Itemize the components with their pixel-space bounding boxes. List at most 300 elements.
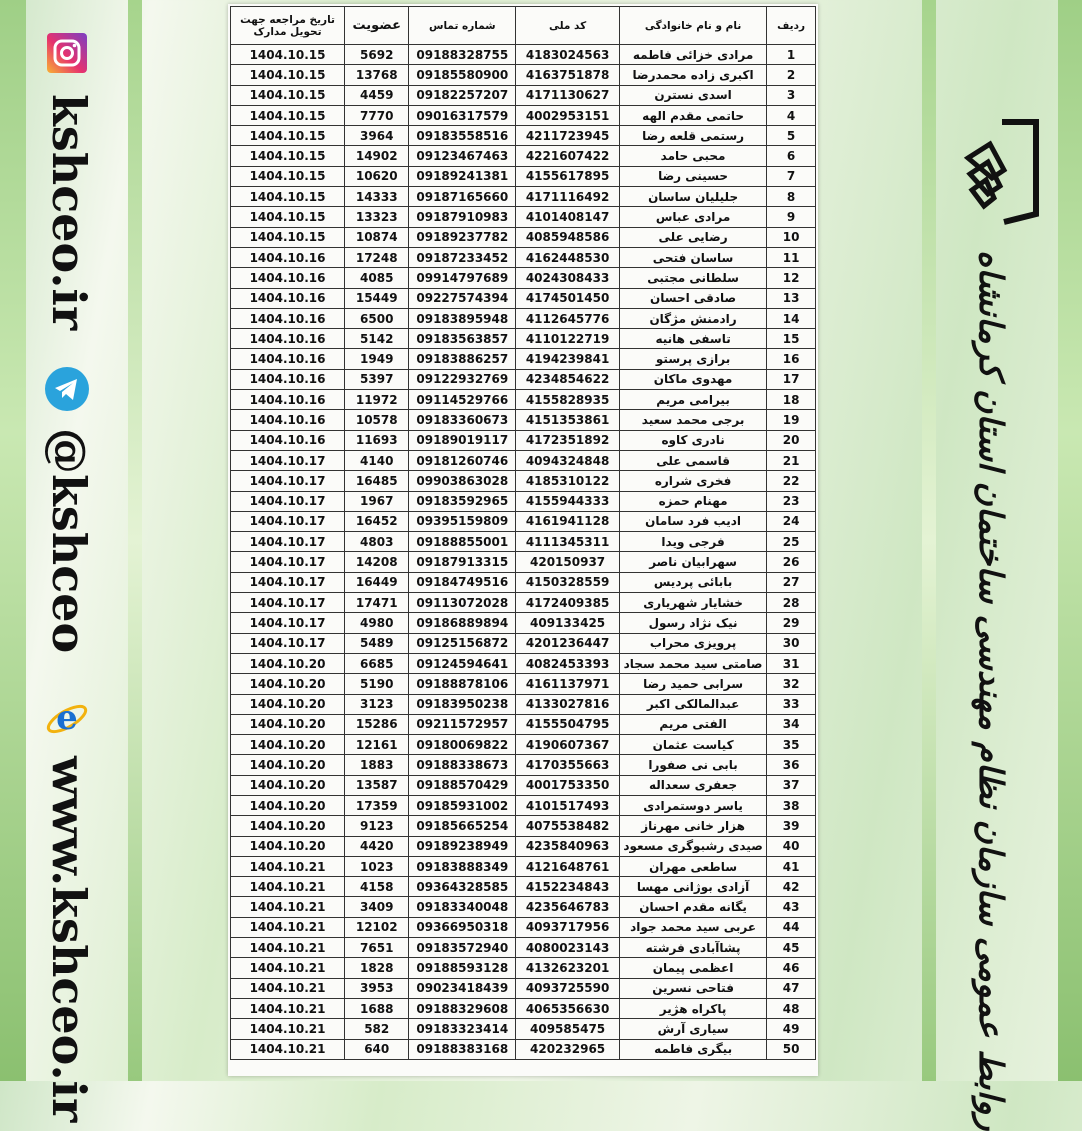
cell-national-code: 4001753350 (516, 775, 620, 795)
cell-phone: 09364328585 (409, 877, 516, 897)
cell-membership: 13587 (345, 775, 409, 795)
cell-name: ادیب فرد سامان (619, 511, 766, 531)
instagram-icon[interactable] (46, 32, 88, 78)
cell-national-code: 4172409385 (516, 593, 620, 613)
cell-membership: 14902 (345, 146, 409, 166)
table-row (231, 450, 816, 470)
table-row (231, 511, 816, 531)
cell-name: ساطعی مهران (619, 856, 766, 876)
table-row (231, 349, 816, 369)
cell-name: ساسان فتحی (619, 247, 766, 267)
cell-membership: 7770 (345, 105, 409, 125)
cell-phone: 09016317579 (409, 105, 516, 125)
cell-name: رادمنش مژگان (619, 308, 766, 328)
cell-phone: 09182257207 (409, 85, 516, 105)
table-row (231, 795, 816, 815)
cell-row-number: 37 (767, 775, 816, 795)
cell-row-number: 1 (767, 45, 816, 65)
cell-phone: 09125156872 (409, 633, 516, 653)
cell-national-code: 4172351892 (516, 430, 620, 450)
cell-membership: 3123 (345, 694, 409, 714)
cell-name: صیدی رشبوگری مسعود (619, 836, 766, 856)
telegram-handle[interactable]: @kshceo (42, 428, 96, 654)
cell-date: 1404.10.20 (231, 836, 345, 856)
cell-row-number: 9 (767, 207, 816, 227)
internet-explorer-icon[interactable] (44, 696, 90, 746)
cell-phone: 09366950318 (409, 917, 516, 937)
cell-row-number: 28 (767, 593, 816, 613)
table-row (231, 633, 816, 653)
cell-national-code: 4112645776 (516, 308, 620, 328)
cell-date: 1404.10.15 (231, 166, 345, 186)
cell-membership: 10620 (345, 166, 409, 186)
table-row (231, 856, 816, 876)
cell-name: اکبری زاده محمدرضا (619, 65, 766, 85)
cell-row-number: 50 (767, 1039, 816, 1059)
cell-date: 1404.10.21 (231, 917, 345, 937)
cell-national-code: 4082453393 (516, 653, 620, 673)
cell-phone: 09189238949 (409, 836, 516, 856)
cell-membership: 15449 (345, 288, 409, 308)
cell-national-code: 4150328559 (516, 572, 620, 592)
table-row (231, 532, 816, 552)
cell-name: نیک نژاد رسول (619, 613, 766, 633)
cell-phone: 09180069822 (409, 735, 516, 755)
table-row (231, 410, 816, 430)
cell-national-code: 420150937 (516, 552, 620, 572)
cell-national-code: 409585475 (516, 1019, 620, 1039)
table-row (231, 430, 816, 450)
table-row (231, 390, 816, 410)
cell-name: قاسمی علی (619, 450, 766, 470)
cell-row-number: 48 (767, 998, 816, 1018)
cell-national-code: 4155617895 (516, 166, 620, 186)
cell-phone: 09114529766 (409, 390, 516, 410)
table-row (231, 674, 816, 694)
header-phone: شماره تماس (409, 7, 516, 45)
cell-name: سهرابیان ناصر (619, 552, 766, 572)
cell-row-number: 16 (767, 349, 816, 369)
cell-name: بیرامی مریم (619, 390, 766, 410)
cell-membership: 5142 (345, 329, 409, 349)
table-row (231, 978, 816, 998)
cell-row-number: 33 (767, 694, 816, 714)
table-row (231, 85, 816, 105)
cell-phone: 09914797689 (409, 268, 516, 288)
table-row (231, 1039, 816, 1059)
cell-membership: 1883 (345, 755, 409, 775)
cell-name: یگانه مقدم احسان (619, 897, 766, 917)
cell-membership: 6685 (345, 653, 409, 673)
website-url[interactable]: www.kshceo.ir (42, 756, 96, 1123)
cell-date: 1404.10.16 (231, 308, 345, 328)
cell-membership: 4140 (345, 450, 409, 470)
cell-row-number: 17 (767, 369, 816, 389)
header-row-number: ردیف (767, 7, 816, 45)
cell-name: برجی محمد سعید (619, 410, 766, 430)
members-table (230, 6, 816, 1060)
table-row (231, 917, 816, 937)
cell-phone: 09183895948 (409, 308, 516, 328)
cell-date: 1404.10.16 (231, 247, 345, 267)
table-row (231, 653, 816, 673)
cell-row-number: 7 (767, 166, 816, 186)
cell-membership: 4085 (345, 268, 409, 288)
cell-membership: 17471 (345, 593, 409, 613)
table-row (231, 613, 816, 633)
cell-row-number: 22 (767, 471, 816, 491)
cell-membership: 16452 (345, 511, 409, 531)
cell-date: 1404.10.15 (231, 146, 345, 166)
cell-national-code: 4002953151 (516, 105, 620, 125)
cell-national-code: 4155828935 (516, 390, 620, 410)
cell-phone: 09123467463 (409, 146, 516, 166)
cell-date: 1404.10.17 (231, 532, 345, 552)
cell-membership: 4158 (345, 877, 409, 897)
cell-name: مرادی خزائی فاطمه (619, 45, 766, 65)
cell-phone: 09183888349 (409, 856, 516, 876)
cell-phone: 09395159809 (409, 511, 516, 531)
cell-row-number: 13 (767, 288, 816, 308)
cell-membership: 5489 (345, 633, 409, 653)
table-row (231, 552, 816, 572)
cell-membership: 14208 (345, 552, 409, 572)
cell-phone: 09188593128 (409, 958, 516, 978)
table-row (231, 755, 816, 775)
cell-membership: 16485 (345, 471, 409, 491)
cell-name: بابی نی صفورا (619, 755, 766, 775)
cell-row-number: 11 (767, 247, 816, 267)
table-row (231, 938, 816, 958)
cell-date: 1404.10.20 (231, 653, 345, 673)
cell-row-number: 46 (767, 958, 816, 978)
cell-phone: 09183563857 (409, 329, 516, 349)
svg-text:e: e (56, 698, 78, 738)
cell-name: برازی پرستو (619, 349, 766, 369)
table-row (231, 126, 816, 146)
cell-row-number: 24 (767, 511, 816, 531)
document-sheet (228, 4, 818, 1076)
cell-date: 1404.10.15 (231, 105, 345, 125)
cell-membership: 5190 (345, 674, 409, 694)
cell-row-number: 23 (767, 491, 816, 511)
cell-phone: 09211572957 (409, 714, 516, 734)
cell-national-code: 4024308433 (516, 268, 620, 288)
table-row (231, 1019, 816, 1039)
cell-national-code: 4163751878 (516, 65, 620, 85)
cell-name: فخری شراره (619, 471, 766, 491)
cell-national-code: 4101517493 (516, 795, 620, 815)
table-row (231, 836, 816, 856)
cell-date: 1404.10.17 (231, 491, 345, 511)
table-row (231, 227, 816, 247)
cell-membership: 13768 (345, 65, 409, 85)
cell-name: الفتی مریم (619, 714, 766, 734)
cell-membership: 1828 (345, 958, 409, 978)
cell-row-number: 18 (767, 390, 816, 410)
right-edge-stripe (1058, 0, 1082, 1081)
cell-name: سیاری آرش (619, 1019, 766, 1039)
cell-date: 1404.10.20 (231, 755, 345, 775)
left-edge-stripe (0, 0, 26, 1081)
cell-name: عبدالمالکی اکبر (619, 694, 766, 714)
cell-date: 1404.10.21 (231, 877, 345, 897)
cell-row-number: 36 (767, 755, 816, 775)
cell-name: رضایی علی (619, 227, 766, 247)
cell-row-number: 14 (767, 308, 816, 328)
left-inner-stripe (128, 0, 142, 1081)
cell-name: مرادی عباس (619, 207, 766, 227)
cell-national-code: 4094324848 (516, 450, 620, 470)
cell-national-code: 4171130627 (516, 85, 620, 105)
cell-name: سلطانی مجتبی (619, 268, 766, 288)
cell-phone: 09184749516 (409, 572, 516, 592)
table-row (231, 572, 816, 592)
table-row (231, 146, 816, 166)
cell-date: 1404.10.20 (231, 735, 345, 755)
cell-phone: 09188328755 (409, 45, 516, 65)
cell-date: 1404.10.17 (231, 572, 345, 592)
table-row (231, 775, 816, 795)
cell-national-code: 409133425 (516, 613, 620, 633)
cell-membership: 11972 (345, 390, 409, 410)
telegram-icon[interactable] (44, 366, 90, 416)
cell-phone: 09188878106 (409, 674, 516, 694)
cell-name: صامتی سید محمد سجاد (619, 653, 766, 673)
cell-row-number: 40 (767, 836, 816, 856)
cell-membership: 4459 (345, 85, 409, 105)
organization-title: روابط عمومی سازمان نظام مهندسی ساختمان استان کرمانشاه (972, 250, 1011, 1131)
cell-row-number: 35 (767, 735, 816, 755)
cell-name: اعظمی پیمان (619, 958, 766, 978)
table-row (231, 187, 816, 207)
cell-name: بیگری فاطمه (619, 1039, 766, 1059)
cell-phone: 09187165660 (409, 187, 516, 207)
cell-membership: 17359 (345, 795, 409, 815)
cell-date: 1404.10.17 (231, 613, 345, 633)
right-inner-stripe (922, 0, 936, 1081)
cell-row-number: 39 (767, 816, 816, 836)
cell-membership: 582 (345, 1019, 409, 1039)
cell-date: 1404.10.15 (231, 227, 345, 247)
cell-date: 1404.10.16 (231, 268, 345, 288)
cell-row-number: 44 (767, 917, 816, 937)
cell-name: رستمی قلعه رضا (619, 126, 766, 146)
cell-membership: 3964 (345, 126, 409, 146)
cell-national-code: 4155504795 (516, 714, 620, 734)
cell-phone: 09227574394 (409, 288, 516, 308)
cell-name: حسینی رضا (619, 166, 766, 186)
cell-name: تاسفی هانیه (619, 329, 766, 349)
header-name: نام و نام خانوادگی (619, 7, 766, 45)
header-membership: عضویت (345, 7, 409, 45)
cell-row-number: 42 (767, 877, 816, 897)
table-row (231, 369, 816, 389)
cell-name: پرویزی محراب (619, 633, 766, 653)
cell-date: 1404.10.16 (231, 390, 345, 410)
table-header-row (231, 7, 816, 45)
cell-row-number: 4 (767, 105, 816, 125)
cell-date: 1404.10.15 (231, 207, 345, 227)
cell-membership: 3409 (345, 897, 409, 917)
cell-name: مهنام حمزه (619, 491, 766, 511)
cell-national-code: 4183024563 (516, 45, 620, 65)
cell-date: 1404.10.20 (231, 694, 345, 714)
cell-row-number: 45 (767, 938, 816, 958)
cell-membership: 4980 (345, 613, 409, 633)
table-row (231, 694, 816, 714)
cell-row-number: 49 (767, 1019, 816, 1039)
cell-date: 1404.10.21 (231, 958, 345, 978)
cell-national-code: 4093717956 (516, 917, 620, 937)
cell-date: 1404.10.17 (231, 450, 345, 470)
cell-national-code: 4065356630 (516, 998, 620, 1018)
cell-name: سرابی حمید رضا (619, 674, 766, 694)
cell-date: 1404.10.21 (231, 998, 345, 1018)
cell-name: مهدوی ماکان (619, 369, 766, 389)
cell-national-code: 4155944333 (516, 491, 620, 511)
cell-date: 1404.10.15 (231, 45, 345, 65)
cell-membership: 9123 (345, 816, 409, 836)
cell-name: پاکراه هژیر (619, 998, 766, 1018)
cell-name: بابائی پردیس (619, 572, 766, 592)
table-row (231, 593, 816, 613)
table-row (231, 735, 816, 755)
cell-row-number: 3 (767, 85, 816, 105)
table-row (231, 897, 816, 917)
cell-phone: 09113072028 (409, 593, 516, 613)
table-row (231, 308, 816, 328)
cell-name: یاسر دوستمرادی (619, 795, 766, 815)
cell-membership: 10874 (345, 227, 409, 247)
cell-membership: 12102 (345, 917, 409, 937)
cell-national-code: 4201236447 (516, 633, 620, 653)
cell-membership: 3953 (345, 978, 409, 998)
cell-name: خشایار شهریاری (619, 593, 766, 613)
table-row (231, 471, 816, 491)
cell-national-code: 4132623201 (516, 958, 620, 978)
cell-date: 1404.10.21 (231, 1039, 345, 1059)
table-row (231, 207, 816, 227)
cell-membership: 12161 (345, 735, 409, 755)
cell-national-code: 4133027816 (516, 694, 620, 714)
table-row (231, 65, 816, 85)
cell-membership: 17248 (345, 247, 409, 267)
cell-date: 1404.10.20 (231, 816, 345, 836)
cell-membership: 1023 (345, 856, 409, 876)
cell-phone: 09183572940 (409, 938, 516, 958)
cell-national-code: 4162448530 (516, 247, 620, 267)
cell-date: 1404.10.20 (231, 714, 345, 734)
cell-national-code: 4093725590 (516, 978, 620, 998)
cell-phone: 09188855001 (409, 532, 516, 552)
cell-membership: 4803 (345, 532, 409, 552)
cell-phone: 09187913315 (409, 552, 516, 572)
cell-phone: 09183558516 (409, 126, 516, 146)
cell-phone: 09187233452 (409, 247, 516, 267)
cell-date: 1404.10.15 (231, 187, 345, 207)
cell-name: جلیلیان ساسان (619, 187, 766, 207)
cell-date: 1404.10.20 (231, 775, 345, 795)
cell-row-number: 43 (767, 897, 816, 917)
cell-date: 1404.10.20 (231, 674, 345, 694)
cell-row-number: 38 (767, 795, 816, 815)
cell-row-number: 32 (767, 674, 816, 694)
cell-row-number: 25 (767, 532, 816, 552)
cell-membership: 6500 (345, 308, 409, 328)
cell-date: 1404.10.17 (231, 633, 345, 653)
cell-national-code: 4235840963 (516, 836, 620, 856)
cell-national-code: 4174501450 (516, 288, 620, 308)
organization-logo (964, 118, 1040, 230)
cell-national-code: 4234854622 (516, 369, 620, 389)
cell-membership: 4420 (345, 836, 409, 856)
cell-row-number: 34 (767, 714, 816, 734)
table-row (231, 998, 816, 1018)
cell-membership: 5397 (345, 369, 409, 389)
cell-national-code: 4110122719 (516, 329, 620, 349)
table-row (231, 105, 816, 125)
cell-national-code: 420232965 (516, 1039, 620, 1059)
cell-phone: 09188338673 (409, 755, 516, 775)
cell-row-number: 6 (767, 146, 816, 166)
cell-phone: 09189241381 (409, 166, 516, 186)
cell-date: 1404.10.17 (231, 471, 345, 491)
cell-date: 1404.10.21 (231, 897, 345, 917)
table-row (231, 45, 816, 65)
cell-phone: 09183592965 (409, 491, 516, 511)
cell-phone: 09183323414 (409, 1019, 516, 1039)
cell-name: جعفری سعداله (619, 775, 766, 795)
table-row (231, 958, 816, 978)
header-date: تاریخ مراجعه جهت تحویل مدارک (231, 7, 345, 45)
cell-national-code: 4171116492 (516, 187, 620, 207)
site-url-top[interactable]: kshceo.ir (42, 94, 96, 331)
cell-national-code: 4185310122 (516, 471, 620, 491)
cell-membership: 640 (345, 1039, 409, 1059)
cell-row-number: 20 (767, 430, 816, 450)
cell-phone: 09185580900 (409, 65, 516, 85)
cell-membership: 10578 (345, 410, 409, 430)
cell-date: 1404.10.15 (231, 126, 345, 146)
cell-name: پشاآبادی فرشته (619, 938, 766, 958)
cell-national-code: 4221607422 (516, 146, 620, 166)
cell-date: 1404.10.15 (231, 85, 345, 105)
cell-row-number: 2 (767, 65, 816, 85)
cell-national-code: 4170355663 (516, 755, 620, 775)
table-row (231, 877, 816, 897)
cell-name: فتاحی نسرین (619, 978, 766, 998)
cell-phone: 09189237782 (409, 227, 516, 247)
cell-phone: 09122932769 (409, 369, 516, 389)
cell-row-number: 21 (767, 450, 816, 470)
cell-national-code: 4211723945 (516, 126, 620, 146)
cell-phone: 09124594641 (409, 653, 516, 673)
cell-date: 1404.10.16 (231, 329, 345, 349)
cell-date: 1404.10.15 (231, 65, 345, 85)
cell-national-code: 4075538482 (516, 816, 620, 836)
cell-phone: 09183886257 (409, 349, 516, 369)
cell-row-number: 31 (767, 653, 816, 673)
cell-name: کیاست عثمان (619, 735, 766, 755)
cell-name: هزار خانی مهرناز (619, 816, 766, 836)
cell-name: صادقی احسان (619, 288, 766, 308)
cell-date: 1404.10.16 (231, 349, 345, 369)
cell-national-code: 4152234843 (516, 877, 620, 897)
cell-membership: 15286 (345, 714, 409, 734)
cell-national-code: 4161941128 (516, 511, 620, 531)
cell-date: 1404.10.21 (231, 856, 345, 876)
